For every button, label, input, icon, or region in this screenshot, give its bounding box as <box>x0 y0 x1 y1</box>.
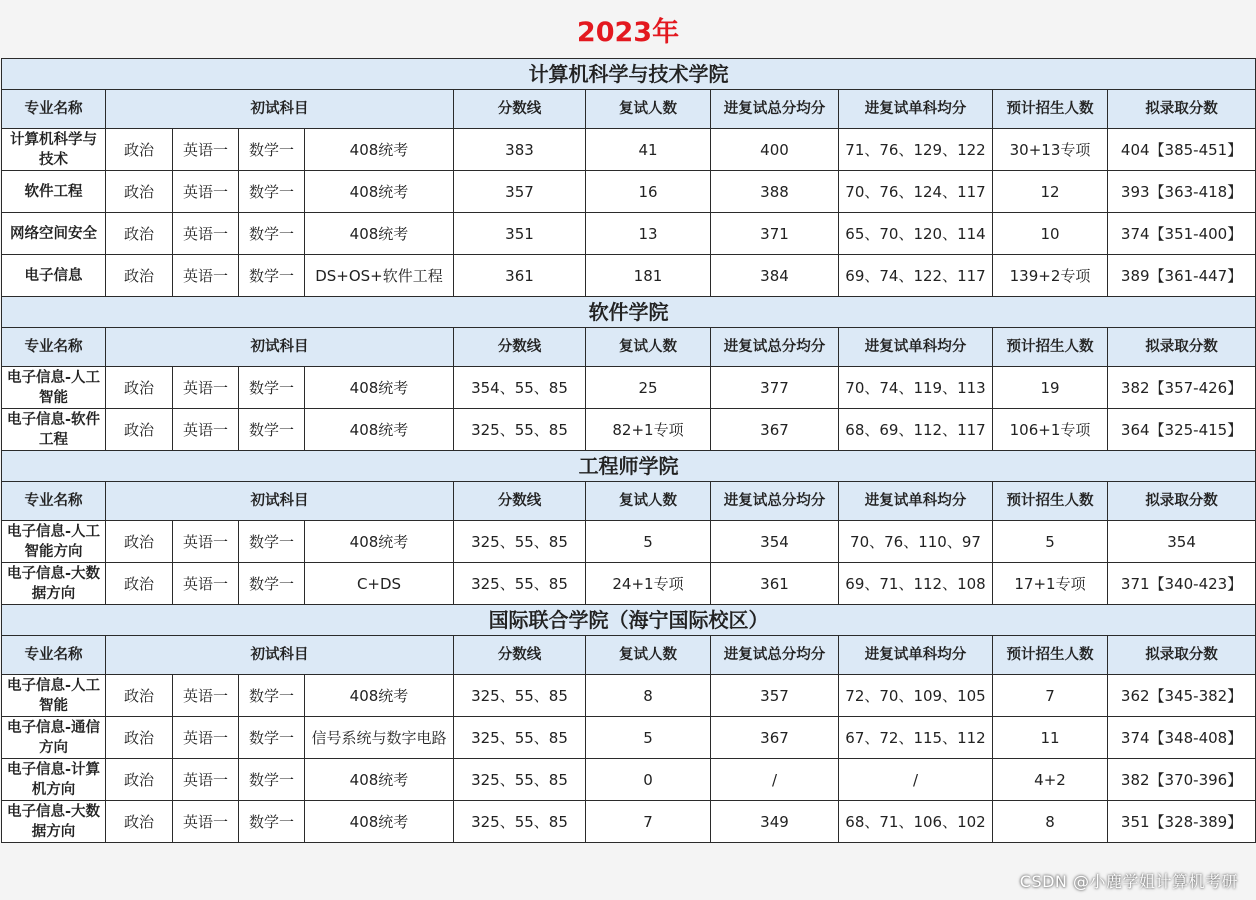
cell-subject-professional: 408统考 <box>305 521 454 563</box>
cell-subject-politics: 政治 <box>106 367 173 409</box>
cell-plan: 5 <box>993 521 1108 563</box>
cell-retest-count: 16 <box>586 171 711 213</box>
cell-subject-english: 英语一 <box>173 213 239 255</box>
cell-subject-politics: 政治 <box>106 171 173 213</box>
cell-subject-politics: 政治 <box>106 409 173 451</box>
header-plan: 预计招生人数 <box>993 482 1108 521</box>
cell-major: 电子信息-大数据方向 <box>2 801 106 843</box>
table-row <box>2 801 1256 843</box>
cell-plan: 7 <box>993 675 1108 717</box>
cell-major: 电子信息 <box>2 255 106 297</box>
cell-subject-math: 数学一 <box>239 759 305 801</box>
header-retest-count: 复试人数 <box>586 636 711 675</box>
table-row <box>2 717 1256 759</box>
cell-admit: 389【361-447】 <box>1108 255 1256 297</box>
cell-avg-total: 388 <box>711 171 839 213</box>
cell-plan: 106+1专项 <box>993 409 1108 451</box>
header-plan: 预计招生人数 <box>993 328 1108 367</box>
cell-subject-english: 英语一 <box>173 171 239 213</box>
cell-cutoff: 383 <box>454 129 586 171</box>
cell-cutoff: 351 <box>454 213 586 255</box>
admission-table <box>1 58 1256 843</box>
header-avg-single: 进复试单科均分 <box>839 328 993 367</box>
cell-subject-math: 数学一 <box>239 409 305 451</box>
cell-subject-math: 数学一 <box>239 129 305 171</box>
cell-retest-count: 24+1专项 <box>586 563 711 605</box>
header-cutoff: 分数线 <box>454 328 586 367</box>
header-major: 专业名称 <box>2 90 106 129</box>
cell-retest-count: 181 <box>586 255 711 297</box>
table-row <box>2 171 1256 213</box>
cell-major: 电子信息-人工智能方向 <box>2 521 106 563</box>
cell-subject-politics: 政治 <box>106 129 173 171</box>
table-row <box>2 759 1256 801</box>
cell-retest-count: 7 <box>586 801 711 843</box>
cell-subject-english: 英语一 <box>173 521 239 563</box>
cell-cutoff: 325、55、85 <box>454 801 586 843</box>
table-row <box>2 367 1256 409</box>
cell-admit: 362【345-382】 <box>1108 675 1256 717</box>
cell-avg-total: 367 <box>711 409 839 451</box>
header-major: 专业名称 <box>2 636 106 675</box>
cell-subject-math: 数学一 <box>239 717 305 759</box>
cell-subject-professional: 408统考 <box>305 213 454 255</box>
section-title: 计算机科学与技术学院 <box>2 59 1256 90</box>
cell-retest-count: 13 <box>586 213 711 255</box>
cell-plan: 139+2专项 <box>993 255 1108 297</box>
section-title-row <box>2 451 1256 482</box>
header-major: 专业名称 <box>2 482 106 521</box>
cell-avg-single: 70、76、110、97 <box>839 521 993 563</box>
cell-subject-professional: DS+OS+软件工程 <box>305 255 454 297</box>
cell-major: 电子信息-大数据方向 <box>2 563 106 605</box>
cell-subject-professional: C+DS <box>305 563 454 605</box>
cell-subject-politics: 政治 <box>106 521 173 563</box>
cell-subject-english: 英语一 <box>173 409 239 451</box>
cell-avg-total: 361 <box>711 563 839 605</box>
cell-avg-total: 384 <box>711 255 839 297</box>
cell-subject-math: 数学一 <box>239 801 305 843</box>
header-subjects: 初试科目 <box>106 636 454 675</box>
header-major: 专业名称 <box>2 328 106 367</box>
cell-avg-single: 72、70、109、105 <box>839 675 993 717</box>
cell-retest-count: 82+1专项 <box>586 409 711 451</box>
cell-subject-math: 数学一 <box>239 213 305 255</box>
cell-admit: 382【357-426】 <box>1108 367 1256 409</box>
cell-subject-professional: 信号系统与数字电路 <box>305 717 454 759</box>
cell-avg-single: 70、74、119、113 <box>839 367 993 409</box>
cell-plan: 17+1专项 <box>993 563 1108 605</box>
cell-admit: 404【385-451】 <box>1108 129 1256 171</box>
header-cutoff: 分数线 <box>454 90 586 129</box>
header-subjects: 初试科目 <box>106 90 454 129</box>
header-subjects: 初试科目 <box>106 328 454 367</box>
header-avg-single: 进复试单科均分 <box>839 90 993 129</box>
cell-admit: 374【351-400】 <box>1108 213 1256 255</box>
cell-major: 电子信息-人工智能 <box>2 367 106 409</box>
header-row <box>2 90 1256 129</box>
cell-subject-professional: 408统考 <box>305 675 454 717</box>
section-title-row <box>2 297 1256 328</box>
header-retest-count: 复试人数 <box>586 328 711 367</box>
cell-major: 计算机科学与技术 <box>2 129 106 171</box>
cell-admit: 351【328-389】 <box>1108 801 1256 843</box>
cell-subject-politics: 政治 <box>106 563 173 605</box>
cell-subject-english: 英语一 <box>173 675 239 717</box>
cell-subject-professional: 408统考 <box>305 409 454 451</box>
cell-subject-professional: 408统考 <box>305 801 454 843</box>
table-row <box>2 675 1256 717</box>
cell-retest-count: 8 <box>586 675 711 717</box>
cell-admit: 393【363-418】 <box>1108 171 1256 213</box>
cell-subject-politics: 政治 <box>106 255 173 297</box>
cell-avg-single: 69、74、122、117 <box>839 255 993 297</box>
cell-major: 电子信息-通信方向 <box>2 717 106 759</box>
cell-plan: 11 <box>993 717 1108 759</box>
header-retest-count: 复试人数 <box>586 482 711 521</box>
header-avg-single: 进复试单科均分 <box>839 482 993 521</box>
cell-avg-single: 71、76、129、122 <box>839 129 993 171</box>
cell-major: 电子信息-人工智能 <box>2 675 106 717</box>
cell-avg-single: 70、76、124、117 <box>839 171 993 213</box>
header-avg-total: 进复试总分均分 <box>711 636 839 675</box>
cell-avg-total: 377 <box>711 367 839 409</box>
cell-plan: 19 <box>993 367 1108 409</box>
cell-admit: 364【325-415】 <box>1108 409 1256 451</box>
cell-avg-single: 68、71、106、102 <box>839 801 993 843</box>
cell-avg-total: 354 <box>711 521 839 563</box>
cell-avg-single: 68、69、112、117 <box>839 409 993 451</box>
section-title-row <box>2 605 1256 636</box>
header-avg-total: 进复试总分均分 <box>711 328 839 367</box>
section-title: 软件学院 <box>2 297 1256 328</box>
table-row <box>2 129 1256 171</box>
cell-cutoff: 354、55、85 <box>454 367 586 409</box>
header-admit: 拟录取分数 <box>1108 328 1256 367</box>
header-plan: 预计招生人数 <box>993 90 1108 129</box>
cell-cutoff: 325、55、85 <box>454 563 586 605</box>
cell-cutoff: 361 <box>454 255 586 297</box>
table-row <box>2 521 1256 563</box>
header-cutoff: 分数线 <box>454 482 586 521</box>
cell-major: 电子信息-软件工程 <box>2 409 106 451</box>
cell-subject-math: 数学一 <box>239 563 305 605</box>
cell-retest-count: 25 <box>586 367 711 409</box>
header-admit: 拟录取分数 <box>1108 636 1256 675</box>
cell-subject-english: 英语一 <box>173 563 239 605</box>
cell-avg-single: 69、71、112、108 <box>839 563 993 605</box>
cell-major: 网络空间安全 <box>2 213 106 255</box>
cell-avg-total: 371 <box>711 213 839 255</box>
header-retest-count: 复试人数 <box>586 90 711 129</box>
cell-plan: 12 <box>993 171 1108 213</box>
cell-subject-professional: 408统考 <box>305 367 454 409</box>
cell-cutoff: 325、55、85 <box>454 717 586 759</box>
cell-cutoff: 325、55、85 <box>454 409 586 451</box>
cell-subject-english: 英语一 <box>173 801 239 843</box>
cell-avg-total: / <box>711 759 839 801</box>
cell-subject-math: 数学一 <box>239 367 305 409</box>
cell-retest-count: 0 <box>586 759 711 801</box>
cell-subject-math: 数学一 <box>239 255 305 297</box>
section-title-row <box>2 59 1256 90</box>
header-avg-total: 进复试总分均分 <box>711 90 839 129</box>
table-row <box>2 563 1256 605</box>
cell-subject-politics: 政治 <box>106 213 173 255</box>
cell-subject-politics: 政治 <box>106 675 173 717</box>
table-row <box>2 213 1256 255</box>
cell-major: 电子信息-计算机方向 <box>2 759 106 801</box>
cell-retest-count: 41 <box>586 129 711 171</box>
cell-admit: 354 <box>1108 521 1256 563</box>
header-avg-single: 进复试单科均分 <box>839 636 993 675</box>
cell-avg-total: 349 <box>711 801 839 843</box>
section-title: 国际联合学院（海宁国际校区） <box>2 605 1256 636</box>
cell-subject-professional: 408统考 <box>305 171 454 213</box>
cell-plan: 30+13专项 <box>993 129 1108 171</box>
admission-table-container <box>1 58 1255 843</box>
header-cutoff: 分数线 <box>454 636 586 675</box>
cell-subject-math: 数学一 <box>239 521 305 563</box>
cell-admit: 374【348-408】 <box>1108 717 1256 759</box>
cell-plan: 4+2 <box>993 759 1108 801</box>
cell-subject-math: 数学一 <box>239 171 305 213</box>
cell-subject-math: 数学一 <box>239 675 305 717</box>
cell-subject-politics: 政治 <box>106 759 173 801</box>
cell-subject-english: 英语一 <box>173 367 239 409</box>
cell-avg-single: / <box>839 759 993 801</box>
cell-cutoff: 325、55、85 <box>454 521 586 563</box>
table-row <box>2 409 1256 451</box>
cell-avg-single: 67、72、115、112 <box>839 717 993 759</box>
cell-avg-total: 400 <box>711 129 839 171</box>
cell-subject-english: 英语一 <box>173 717 239 759</box>
cell-admit: 382【370-396】 <box>1108 759 1256 801</box>
header-row <box>2 328 1256 367</box>
header-admit: 拟录取分数 <box>1108 90 1256 129</box>
page-title: 2023年 <box>576 17 680 48</box>
cell-subject-politics: 政治 <box>106 801 173 843</box>
cell-subject-english: 英语一 <box>173 255 239 297</box>
cell-major: 软件工程 <box>2 171 106 213</box>
cell-subject-politics: 政治 <box>106 717 173 759</box>
cell-cutoff: 325、55、85 <box>454 759 586 801</box>
cell-subject-professional: 408统考 <box>305 759 454 801</box>
cell-retest-count: 5 <box>586 521 711 563</box>
header-avg-total: 进复试总分均分 <box>711 482 839 521</box>
cell-avg-single: 65、70、120、114 <box>839 213 993 255</box>
cell-avg-total: 357 <box>711 675 839 717</box>
cell-plan: 10 <box>993 213 1108 255</box>
table-row <box>2 255 1256 297</box>
header-row <box>2 636 1256 675</box>
section-title: 工程师学院 <box>2 451 1256 482</box>
cell-cutoff: 325、55、85 <box>454 675 586 717</box>
cell-subject-professional: 408统考 <box>305 129 454 171</box>
cell-avg-total: 367 <box>711 717 839 759</box>
cell-cutoff: 357 <box>454 171 586 213</box>
header-plan: 预计招生人数 <box>993 636 1108 675</box>
header-admit: 拟录取分数 <box>1108 482 1256 521</box>
cell-subject-english: 英语一 <box>173 759 239 801</box>
cell-admit: 371【340-423】 <box>1108 563 1256 605</box>
cell-retest-count: 5 <box>586 717 711 759</box>
watermark: CSDN @小鹿学姐计算机考研 <box>1019 872 1238 891</box>
header-row <box>2 482 1256 521</box>
header-subjects: 初试科目 <box>106 482 454 521</box>
cell-subject-english: 英语一 <box>173 129 239 171</box>
cell-plan: 8 <box>993 801 1108 843</box>
